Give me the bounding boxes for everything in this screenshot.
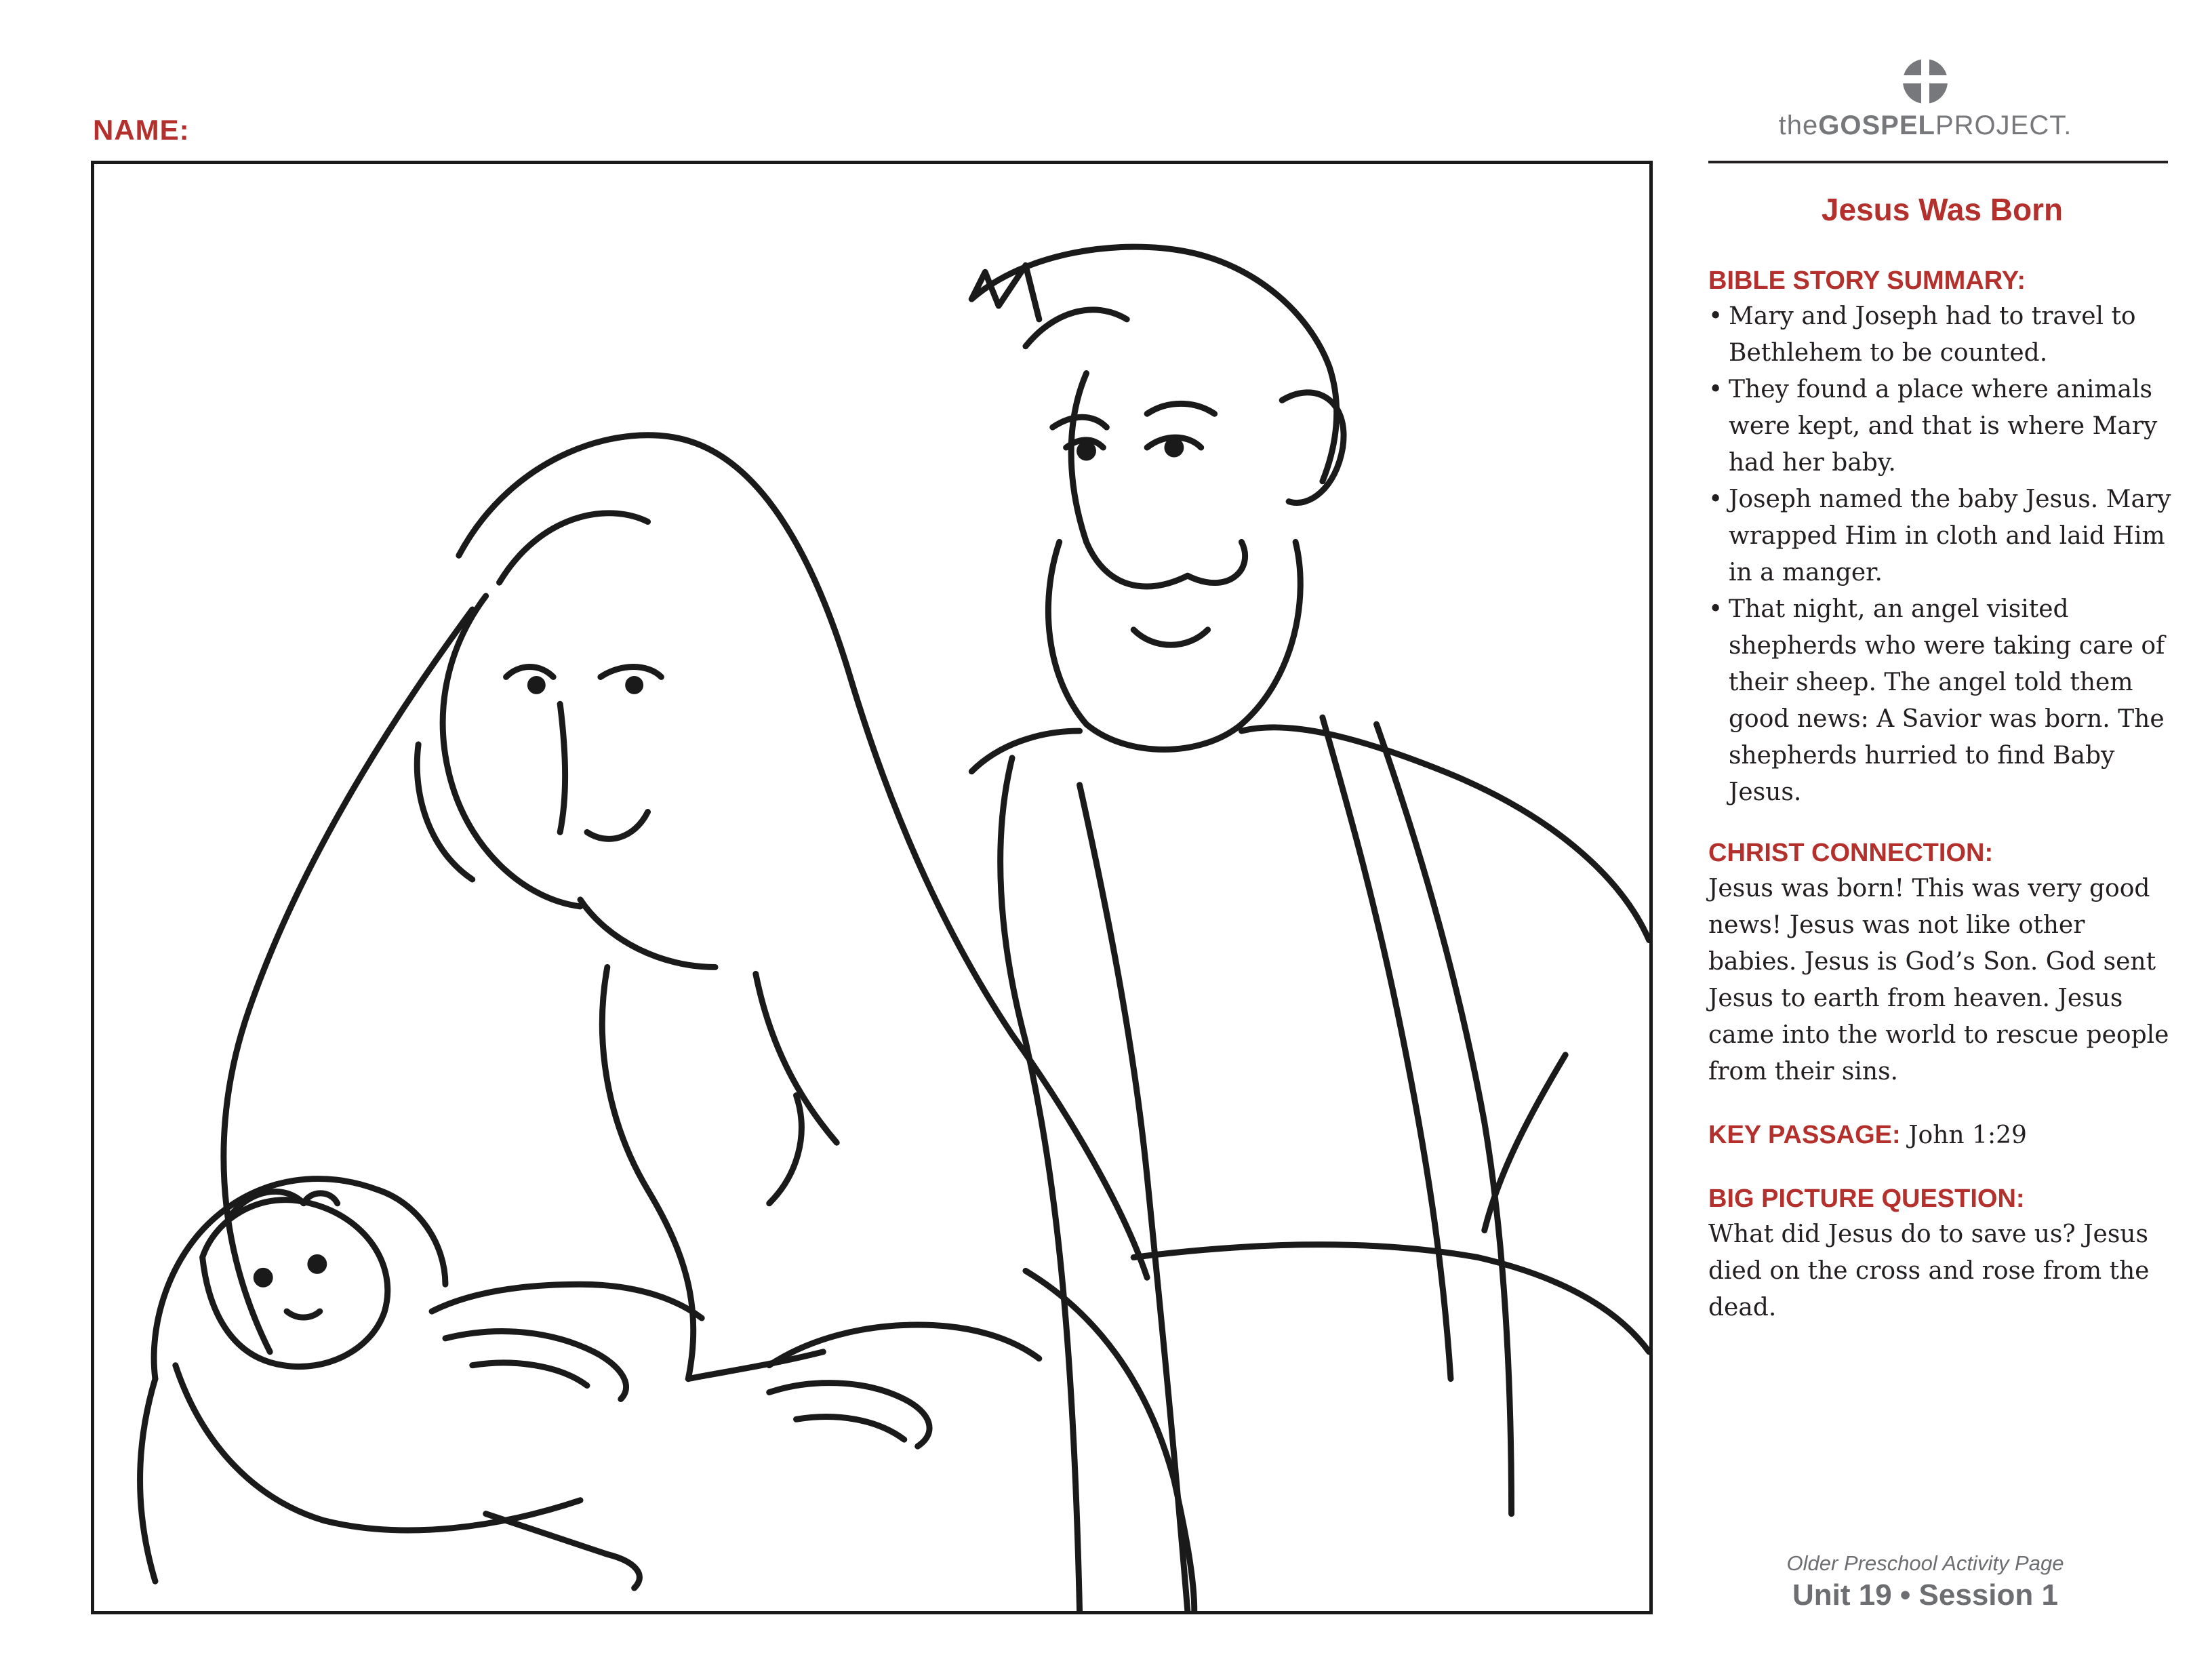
summary-list	[1708, 298, 2176, 811]
christ-connection-text: Jesus was born! This was very good news! Jesus was not like other babies. Jesus is God’s Son. God sent Jesus to earth from heaven. Jesus came into the world to rescue people from their sins.	[1708, 875, 2169, 1086]
logo-prefix: the	[1778, 111, 1819, 140]
summary-item: • That night, an angel visited shepherds who were taking care of their sheep. The angel told them good news: A Savior was born. The shepherds hurried to find Baby Jesus.	[1708, 591, 2176, 811]
logo-wordmark	[1708, 111, 2142, 141]
key-passage	[1708, 1117, 2176, 1154]
key-passage-heading: KEY PASSAGE:	[1708, 1121, 1901, 1149]
hands	[432, 1284, 1039, 1588]
coloring-illustration	[91, 161, 1653, 1614]
mary-figure	[224, 435, 1147, 1379]
christ-connection-heading: CHRIST CONNECTION:	[1708, 839, 1994, 867]
logo-brand-bold: GOSPEL	[1818, 111, 1935, 140]
footer-session: Unit 19 • Session 1	[1792, 1578, 2058, 1612]
story-title: Jesus Was Born	[1821, 192, 2064, 227]
summary-item: • Mary and Joseph had to travel to Bethlehem to be counted.	[1708, 298, 2176, 372]
gospel-project-logo	[1708, 58, 2142, 146]
header-divider	[1708, 161, 2168, 163]
summary-heading: BIBLE STORY SUMMARY:	[1708, 266, 2026, 295]
summary-item: • Joseph named the baby Jesus. Mary wrapped Him in cloth and laid Him in a manger.	[1708, 481, 2176, 591]
summary-item: • They found a place where animals were kept, and that is where Mary had her baby.	[1708, 372, 2176, 481]
lesson-sidebar	[1708, 183, 2176, 1326]
key-passage-ref: John 1:29	[1908, 1121, 2027, 1149]
joseph-figure	[971, 247, 1649, 1611]
big-picture-text: What did Jesus do to save us? Jesus died on the cross and rose from the dead.	[1708, 1220, 2150, 1321]
page-footer	[1708, 1551, 2142, 1612]
footer-subtitle: Older Preschool Activity Page	[1786, 1551, 2064, 1575]
big-picture-heading: BIG PICTURE QUESTION:	[1708, 1184, 2025, 1213]
logo-brand-rest: PROJECT.	[1935, 111, 2072, 140]
name-label: NAME:	[93, 114, 190, 146]
cross-logo-icon	[1902, 58, 1949, 105]
